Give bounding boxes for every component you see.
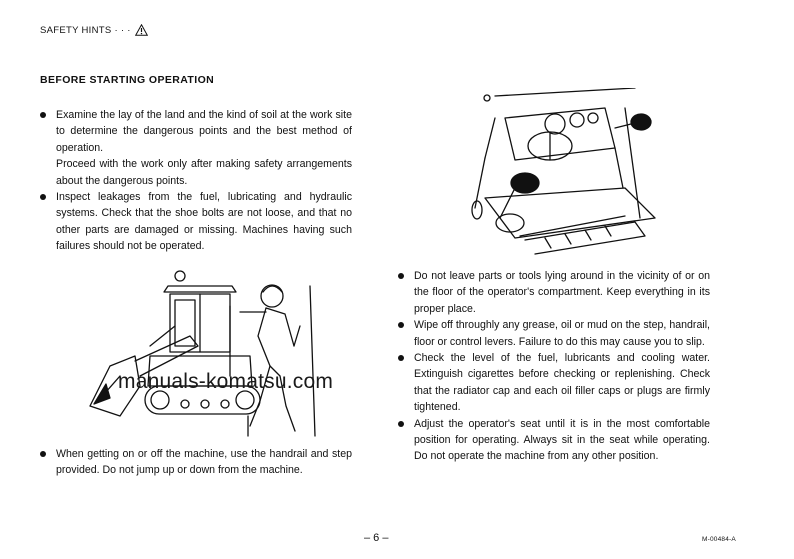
list-item (40, 107, 352, 189)
bullet-dot-icon (398, 421, 404, 427)
loader-boarding-illustration (80, 266, 350, 438)
section-title: BEFORE STARTING OPERATION (40, 74, 215, 86)
right-bullet-list (398, 268, 710, 465)
bullet-dot-icon (398, 273, 404, 279)
list-item (398, 416, 710, 465)
left-bullet-list-top (40, 107, 352, 255)
running-header (40, 24, 148, 36)
list-item-text: Inspect leakages from the fuel, lubricating and hydraulic systems. Check that the shoe bolts are not loose, and that no other parts are damaged or missing. Machines having such failures should not be operated. (56, 191, 352, 253)
left-bullet-list-bottom (40, 446, 352, 479)
bullet-dot-icon (40, 112, 46, 118)
list-item (398, 350, 710, 416)
bullet-dot-icon (398, 355, 404, 361)
list-item-text: Do not leave parts or tools lying around in the vicinity of or on the floor of the operator's compartment. Keep everything in its proper place. (414, 270, 710, 315)
bullet-dot-icon (40, 451, 46, 457)
list-item-text: Wipe off throughly any grease, oil or mud on the step, handrail, floor or control levers. Failure to do this may cause you to slip. (414, 319, 710, 348)
list-item (398, 268, 710, 317)
list-item (40, 446, 352, 479)
list-item-text: Adjust the operator's seat until it is in the most comfortable position for operating. Always sit in the seat while operating. Do not operate the machine from any other position. (414, 417, 710, 463)
bullet-dot-icon (40, 194, 46, 200)
document-code: M-00484-A (702, 536, 736, 543)
warning-triangle-icon (135, 24, 148, 36)
operator-compartment-illustration (465, 88, 665, 256)
list-item-text: When getting on or off the machine, use the handrail and step provided. Do not jump up or down from the machine. (56, 448, 352, 477)
page-number: – 6 – (364, 532, 389, 544)
list-item-text: Check the level of the fuel, lubricants and cooling water. Extinguish cigarettes before checking or replenishing. Check that the radiator cap and each oil filler caps or plugs are firmly tightened. (414, 352, 710, 414)
list-item (398, 317, 710, 350)
watermark: manuals-komatsu.com (118, 370, 334, 393)
list-item-text: Examine the lay of the land and the kind of soil at the work site to determine the dangerous points and the best method of operation. Proceed with the work only after making safety arrangements about the dangerous points. (56, 109, 352, 187)
bullet-dot-icon (398, 322, 404, 328)
list-item (40, 189, 352, 255)
running-title: SAFETY HINTS · · · (40, 24, 131, 36)
